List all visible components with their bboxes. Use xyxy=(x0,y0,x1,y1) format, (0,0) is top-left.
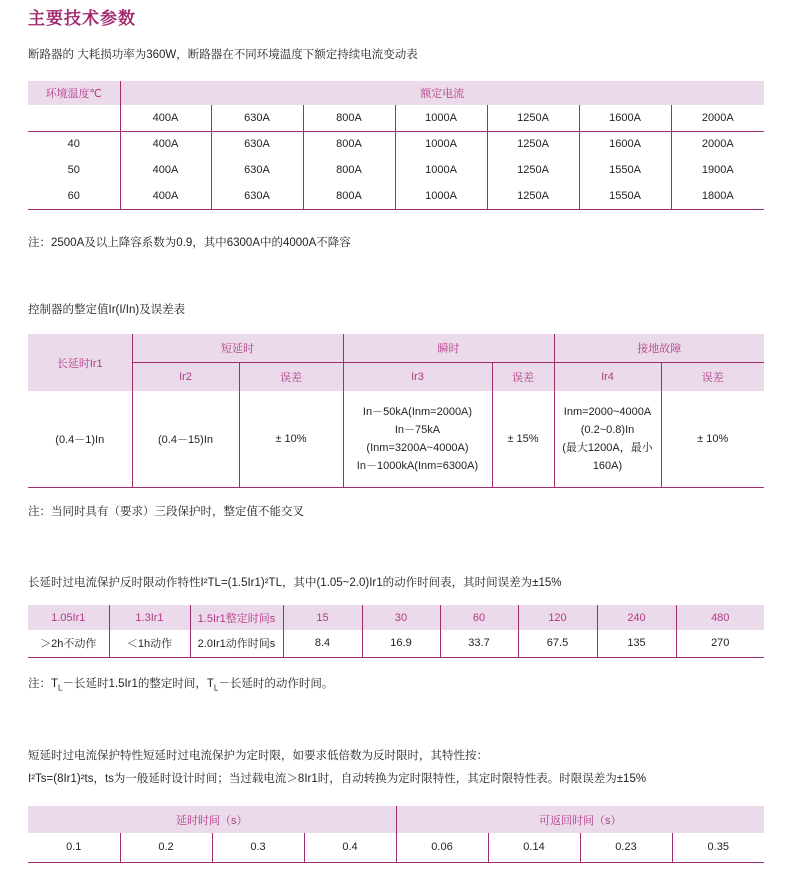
value-cell: 1550A xyxy=(579,157,671,183)
value-cell: ＜1h动作 xyxy=(109,630,190,657)
temp-cell: 60 xyxy=(28,183,120,209)
head-ir3: Ir3 xyxy=(343,362,492,391)
value-cell: 800A xyxy=(303,131,395,157)
value-cell: 270 xyxy=(676,630,764,657)
subhead-cell: 630A xyxy=(211,105,303,131)
value-cell: 0.2 xyxy=(120,833,212,862)
value-cell: 1000A xyxy=(395,183,487,209)
value-cell: 0.14 xyxy=(488,833,580,862)
subhead-cell: 2000A xyxy=(671,105,764,131)
value-cell: 0.06 xyxy=(396,833,488,862)
head-ground-fault: 接地故障 xyxy=(554,334,764,362)
rated-current-note: 注：2500A及以上降容系数为0.9，其中6300A中的4000A不降容 xyxy=(28,237,351,249)
value-cell: 630A xyxy=(211,183,303,209)
value-cell: 0.3 xyxy=(212,833,304,862)
short-delay-intro-1: 短延时过电流保护特性短延时过电流保护为定时限，如要求低倍数为反时限时，其特性按： xyxy=(28,750,488,762)
subhead-cell: 1250A xyxy=(487,105,579,131)
table-row xyxy=(28,157,764,183)
head-ir2: Ir2 xyxy=(132,362,239,391)
value-cell: 1600A xyxy=(579,131,671,157)
head-cell: 120 xyxy=(518,605,597,630)
head-instantaneous: 瞬时 xyxy=(343,334,554,362)
table-row xyxy=(28,630,764,657)
value-cell: 0.1 xyxy=(28,833,120,862)
setting-value-intro: 控制器的整定值Ir(I/In)及误差表 xyxy=(28,304,186,316)
head-long-delay: 长延时Ir1 xyxy=(28,334,132,391)
subhead-cell: 800A xyxy=(303,105,395,131)
rated-current-table xyxy=(28,81,764,210)
value-cell: 800A xyxy=(303,183,395,209)
error-value: ± 10% xyxy=(661,391,764,487)
head-cell: 30 xyxy=(362,605,440,630)
value-cell: 1000A xyxy=(395,131,487,157)
page-title: 主要技术参数 xyxy=(28,9,136,28)
value-cell: 1550A xyxy=(579,183,671,209)
short-delay-intro-2: I²Ts=(8Ir1)²ts，ts为一般延时设计时间；当过载电流＞8Ir1时，自动转换为定时限特性，其定时限特性表。时限误差为±15% xyxy=(28,773,647,785)
head-ambient-temp: 环境温度℃ xyxy=(28,81,120,105)
head-short-delay: 短延时 xyxy=(132,334,343,362)
subhead-cell: 1600A xyxy=(579,105,671,131)
table-row xyxy=(28,183,764,209)
value-cell: 67.5 xyxy=(518,630,597,657)
head-return-time: 可返回时间（s） xyxy=(396,806,764,833)
head-error: 误差 xyxy=(239,362,343,391)
value-cell: 1800A xyxy=(671,183,764,209)
head-ir4: Ir4 xyxy=(554,362,661,391)
temp-cell: 40 xyxy=(67,138,80,151)
head-cell: 480 xyxy=(676,605,764,630)
ir2-value: (0.4－15)In xyxy=(132,391,239,487)
value-cell: 400A xyxy=(120,183,211,209)
value-cell: 400A xyxy=(120,131,211,157)
error-value: ± 15% xyxy=(492,391,554,487)
head-cell: 1.05Ir1 xyxy=(28,605,109,630)
head-cell: 1.3Ir1 xyxy=(109,605,190,630)
value-cell: 1900A xyxy=(671,157,764,183)
value-cell: 0.4 xyxy=(304,833,396,862)
ir3-value: In－50kA(Inm=2000A) In－75kA (Inm=3200A~4000A) In－1000kA(Inm=6300A) xyxy=(343,391,492,487)
ir4-value: Inm=2000~4000A (0.2~0.8)In (最大1200A，最小 160A) xyxy=(554,391,661,487)
head-cell: 15 xyxy=(283,605,362,630)
setting-value-table xyxy=(28,334,764,488)
short-delay-table xyxy=(28,806,764,863)
head-delay-time: 延时时间（s） xyxy=(28,806,396,833)
head-cell: 60 xyxy=(440,605,518,630)
value-cell: 1250A xyxy=(487,131,579,157)
table-row xyxy=(28,131,764,157)
value-cell: 0.35 xyxy=(672,833,764,862)
value-cell: 0.23 xyxy=(580,833,672,862)
value-cell: 800A xyxy=(303,157,395,183)
subhead-cell: 400A xyxy=(120,105,211,131)
rated-current-intro: 断路器的 大耗损功率为360W，断路器在不同环境温度下额定持续电流变动表 xyxy=(28,49,418,61)
head-error: 误差 xyxy=(492,362,554,391)
long-delay-table xyxy=(28,605,764,658)
table-row xyxy=(28,391,764,487)
head-cell: 1.5Ir1整定时间s xyxy=(190,605,283,630)
value-cell: 630A xyxy=(211,131,303,157)
table-row xyxy=(28,833,764,862)
head-cell: 240 xyxy=(597,605,676,630)
value-cell: 1000A xyxy=(395,157,487,183)
value-cell: 2.0Ir1动作时间s xyxy=(190,630,283,657)
value-cell: 400A xyxy=(120,157,211,183)
long-delay-intro: 长延时过电流保护反时限动作特性I²TL=(1.5Ir1)²TL，其中(1.05~2.0)Ir1的动作时间表，其时间误差为±15% xyxy=(28,577,562,589)
subhead-cell: 1000A xyxy=(395,105,487,131)
value-cell: 33.7 xyxy=(440,630,518,657)
value-cell: 2000A xyxy=(671,131,764,157)
value-cell: 1250A xyxy=(487,157,579,183)
long-delay-value: (0.4－1)In xyxy=(28,391,132,487)
value-cell: 8.4 xyxy=(283,630,362,657)
value-cell: ＞2h不动作 xyxy=(28,630,109,657)
head-error: 误差 xyxy=(661,362,764,391)
value-cell: 630A xyxy=(211,157,303,183)
head-rated-current: 额定电流 xyxy=(120,81,764,105)
value-cell: 16.9 xyxy=(362,630,440,657)
temp-cell: 50 xyxy=(67,164,80,176)
long-delay-note: 注：$T_L-$长延时1.5Ir1的整定时间，$T_L-$长延时的动作时间。 xyxy=(28,678,334,693)
setting-value-note: 注：当同时具有（要求）三段保护时，整定值不能交叉 xyxy=(28,506,304,518)
value-cell: 1250A xyxy=(487,183,579,209)
table-row xyxy=(28,105,764,131)
error-value: ± 10% xyxy=(239,391,343,487)
value-cell: 135 xyxy=(597,630,676,657)
